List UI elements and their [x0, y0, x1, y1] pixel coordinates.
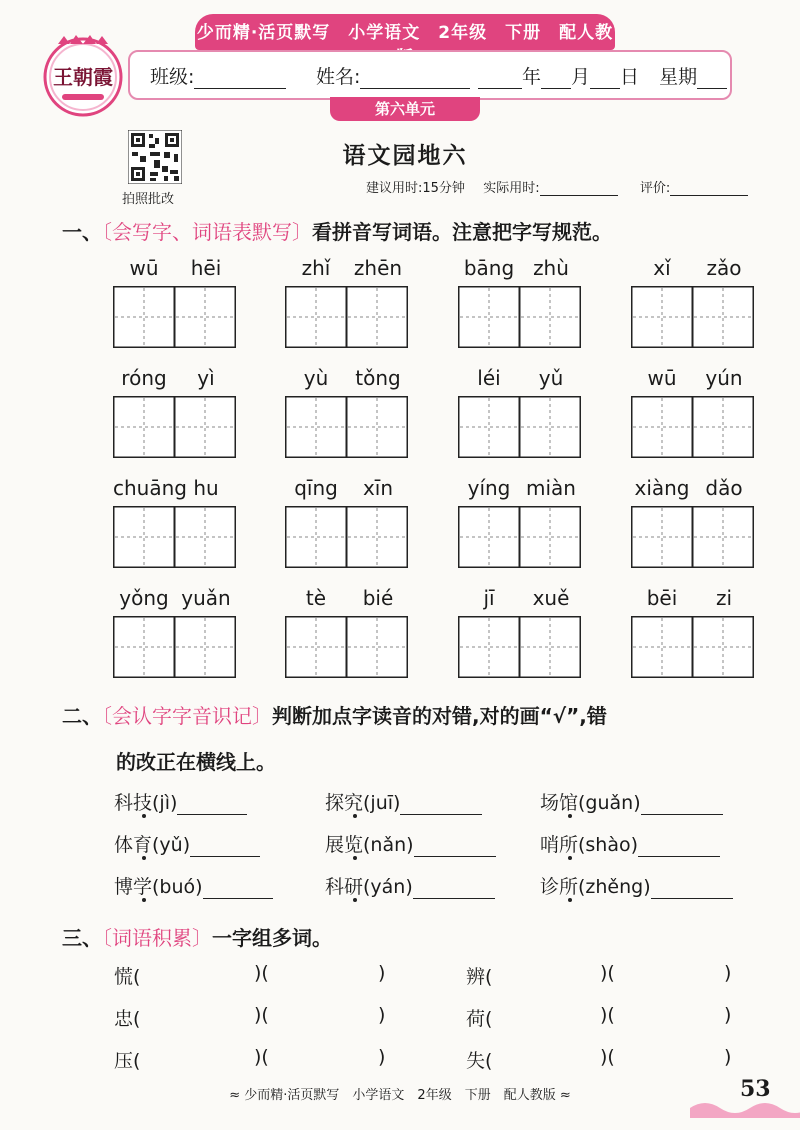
pronunciation-word: 探究(juī) — [325, 792, 401, 814]
pronunciation-item — [114, 788, 247, 815]
pinyin-syllable: zhù — [533, 256, 569, 280]
emphasis-dot — [568, 814, 572, 818]
word-group-blank[interactable]: ) — [378, 1004, 386, 1026]
answer-line[interactable] — [413, 878, 495, 899]
character-box[interactable] — [631, 286, 693, 348]
character-box[interactable] — [631, 616, 693, 678]
page-title: 语文园地六 — [342, 143, 468, 169]
word-group-char: 辨( — [466, 966, 493, 988]
answer-line[interactable] — [651, 878, 733, 899]
answer-line[interactable] — [638, 836, 720, 857]
section3-heading — [62, 922, 332, 951]
pronunciation-item — [540, 830, 720, 857]
section3-tag: 〔词语积累〕 — [102, 926, 212, 950]
character-box[interactable] — [113, 286, 175, 348]
name-label: 姓名: — [316, 66, 361, 88]
pinyin-syllable: wū — [129, 256, 159, 280]
section2-tag: 〔会认字字音识记〕 — [102, 704, 272, 728]
pinyin-syllable: xīn — [362, 476, 394, 500]
pinyin-syllable: xiàng — [634, 476, 690, 500]
word-group-blank[interactable]: ) — [378, 962, 386, 984]
pronunciation-word: 场馆(guǎn) — [540, 792, 641, 814]
character-box[interactable] — [458, 506, 520, 568]
word-group-char: 压( — [114, 1050, 141, 1072]
character-box[interactable] — [285, 286, 347, 348]
pinyin-syllable: dǎo — [705, 476, 743, 500]
name-field[interactable] — [360, 68, 470, 89]
pronunciation-item — [114, 830, 260, 857]
footer-text: ≈ 少而精·活页默写 小学语文 2年级 下册 配人教版 ≈ — [229, 1088, 571, 1103]
pronunciation-item — [325, 872, 495, 899]
pinyin-syllable: xuě — [532, 586, 570, 610]
pinyin-syllable: bēi — [646, 586, 678, 610]
pinyin-syllable: róng — [121, 366, 167, 390]
word-group-blank[interactable]: )( — [600, 962, 615, 984]
character-box[interactable] — [519, 616, 581, 678]
year-field[interactable] — [478, 68, 522, 89]
emphasis-dot — [568, 898, 572, 902]
character-box[interactable] — [692, 286, 754, 348]
character-box[interactable] — [519, 396, 581, 458]
character-box[interactable] — [285, 616, 347, 678]
pinyin-syllable: hu — [193, 476, 219, 500]
logo-text: 王朝霞 — [53, 65, 113, 89]
character-box[interactable] — [692, 396, 754, 458]
word-group-blank[interactable]: )( — [600, 1004, 615, 1026]
character-box[interactable] — [631, 396, 693, 458]
word-group-char: 忠( — [114, 1008, 141, 1030]
pronunciation-word: 展览(nǎn) — [325, 834, 414, 856]
week-field[interactable] — [697, 68, 727, 89]
word-group-char: 慌( — [114, 966, 141, 988]
character-box[interactable] — [692, 616, 754, 678]
section1-tag: 〔会写字、词语表默写〕 — [102, 220, 312, 244]
week-label: 星期 — [659, 66, 698, 88]
pinyin-syllable: jī — [483, 586, 495, 610]
pinyin-syllable: zhǐ — [301, 256, 331, 280]
pinyin-syllable: zhēn — [353, 256, 403, 280]
answer-line[interactable] — [177, 794, 247, 815]
qr-code-icon[interactable] — [128, 130, 182, 184]
page-number: 53 — [740, 1076, 771, 1102]
pinyin-syllable: miàn — [526, 476, 576, 500]
section2-instruction-line1: 判断加点字读音的对错,对的画“√”,错 — [272, 704, 607, 728]
pinyin-syllable: léi — [477, 366, 501, 390]
character-box[interactable] — [458, 286, 520, 348]
character-box[interactable] — [346, 396, 408, 458]
pinyin-syllable: hēi — [190, 256, 222, 280]
character-box[interactable] — [458, 616, 520, 678]
word-group-blank[interactable]: )( — [254, 1046, 269, 1068]
section2-instruction-line2: 的改正在横线上。 — [116, 750, 276, 774]
class-field[interactable] — [194, 68, 286, 89]
character-box[interactable] — [174, 616, 236, 678]
section3-number: 三、 — [62, 926, 102, 950]
character-box[interactable] — [174, 396, 236, 458]
pronunciation-item — [325, 788, 482, 815]
emphasis-dot — [353, 898, 357, 902]
word-group-char: 荷( — [466, 1008, 493, 1030]
pinyin-syllable: xǐ — [653, 256, 671, 280]
character-box[interactable] — [346, 286, 408, 348]
pronunciation-word: 诊所(zhěng) — [540, 876, 651, 898]
class-label: 班级: — [150, 66, 195, 88]
section3-instruction: 一字组多词。 — [212, 926, 332, 950]
character-box[interactable] — [174, 506, 236, 568]
pronunciation-word: 科技(jì) — [114, 792, 178, 814]
pinyin-syllable: tǒng — [355, 366, 401, 390]
series-title: 少而精·活页默写 小学语文 2年级 下册 配人教 — [196, 23, 614, 43]
pinyin-syllable: yì — [197, 366, 215, 390]
section2-number: 二、 — [62, 704, 102, 728]
pronunciation-item — [540, 872, 733, 899]
character-box[interactable] — [519, 506, 581, 568]
suggested-time: 建议用时:15分钟 — [366, 181, 465, 196]
pronunciation-item — [540, 788, 723, 815]
emphasis-dot — [353, 814, 357, 818]
pronunciation-word: 体育(yǔ) — [114, 834, 191, 856]
actual-time-label: 实际用时: — [483, 181, 540, 196]
answer-line[interactable] — [400, 794, 482, 815]
character-box[interactable] — [631, 506, 693, 568]
pinyin-syllable: qīng — [294, 476, 338, 500]
character-box[interactable] — [692, 506, 754, 568]
actual-time-field[interactable] — [540, 181, 618, 196]
pronunciation-word: 哨所(shào) — [540, 834, 639, 856]
month-label: 月 — [571, 66, 591, 88]
character-box[interactable] — [519, 286, 581, 348]
word-group-char: 失( — [466, 1050, 493, 1072]
brand-logo — [40, 32, 126, 118]
emphasis-dot — [142, 856, 146, 860]
pinyin-syllable: yíng — [467, 476, 511, 500]
pinyin-syllable: yuǎn — [181, 586, 231, 610]
pinyin-syllable: yǒng — [119, 586, 169, 610]
emphasis-dot — [142, 898, 146, 902]
pinyin-syllable: bāng — [463, 256, 515, 280]
evaluation-label: 评价: — [639, 181, 671, 196]
pinyin-syllable: yún — [705, 366, 743, 390]
answer-line[interactable] — [203, 878, 273, 899]
answer-line[interactable] — [190, 836, 260, 857]
evaluation-field[interactable] — [670, 181, 748, 196]
pinyin-syllable: tè — [305, 586, 327, 610]
pinyin-syllable: yù — [303, 366, 329, 390]
section1-number: 一、 — [62, 220, 102, 244]
word-group-blank[interactable]: )( — [600, 1046, 615, 1068]
section1-instruction: 看拼音写词语。注意把字写规范。 — [312, 220, 612, 244]
character-box[interactable] — [458, 396, 520, 458]
word-group-blank[interactable]: )( — [254, 1004, 269, 1026]
character-box[interactable] — [174, 286, 236, 348]
word-group-blank[interactable]: ) — [724, 1004, 732, 1026]
year-label: 年 — [522, 66, 542, 88]
pronunciation-item — [114, 872, 273, 899]
emphasis-dot — [353, 856, 357, 860]
pinyin-syllable: zǎo — [706, 256, 742, 280]
character-box[interactable] — [113, 616, 175, 678]
section1-heading — [62, 216, 612, 245]
character-box[interactable] — [346, 616, 408, 678]
day-field[interactable] — [590, 68, 620, 89]
word-group-blank[interactable]: ) — [724, 1046, 732, 1068]
emphasis-dot — [142, 814, 146, 818]
pronunciation-item — [325, 830, 496, 857]
month-field[interactable] — [541, 68, 571, 89]
word-group-blank[interactable]: )( — [254, 962, 269, 984]
character-box[interactable] — [346, 506, 408, 568]
emphasis-dot — [568, 856, 572, 860]
pronunciation-word: 科研(yán) — [325, 876, 413, 898]
character-box[interactable] — [285, 396, 347, 458]
section2-heading — [62, 700, 607, 729]
pronunciation-word: 博学(buó) — [114, 876, 203, 898]
character-box[interactable] — [113, 506, 175, 568]
day-label: 日 — [620, 66, 640, 88]
word-group-blank[interactable]: ) — [724, 962, 732, 984]
word-group-blank[interactable]: ) — [378, 1046, 386, 1068]
pinyin-syllable: chuāng — [113, 476, 187, 500]
answer-line[interactable] — [641, 794, 723, 815]
qr-label: 拍照批改 — [122, 192, 175, 207]
pinyin-syllable: yǔ — [538, 366, 564, 390]
character-box[interactable] — [285, 506, 347, 568]
answer-line[interactable] — [414, 836, 496, 857]
pinyin-syllable: zi — [715, 586, 733, 610]
pinyin-syllable: wū — [647, 366, 677, 390]
pinyin-syllable: bié — [362, 586, 394, 610]
character-box[interactable] — [113, 396, 175, 458]
unit-tab: 第六单元 — [330, 97, 480, 121]
